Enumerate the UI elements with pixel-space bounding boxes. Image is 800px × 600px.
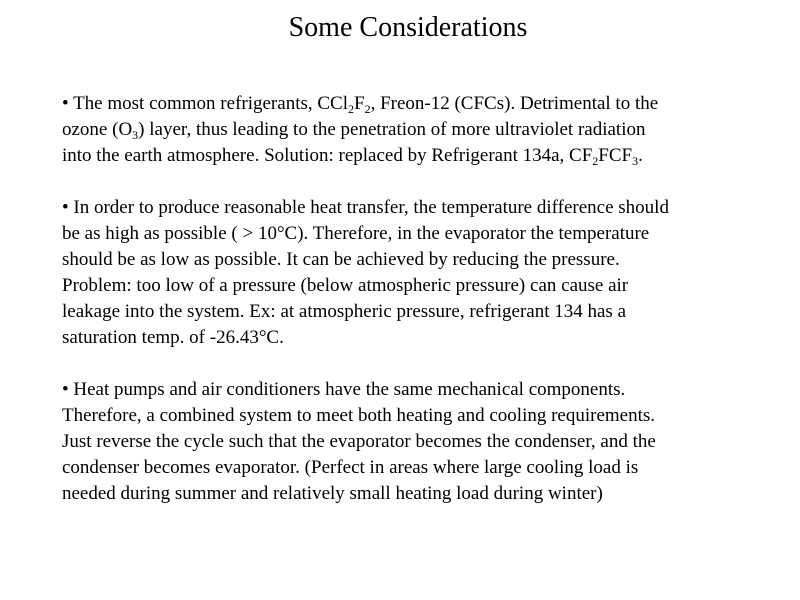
text-line: Just reverse the cycle such that the evaporator becomes the condenser, and the <box>62 431 656 452</box>
bullet-heat-transfer <box>62 195 780 351</box>
text-line: leakage into the system. Ex: at atmospheric pressure, refrigerant 134 has a <box>62 301 626 322</box>
text-line: • The most common refrigerants, $CCl_2F_2$, Freon-12 (CFCs). Detrimental to the <box>62 93 659 116</box>
bullet-heat-pumps <box>62 377 780 507</box>
bullet-refrigerants <box>62 91 780 169</box>
text-line: be as high as possible ( > 10°C). Therefore, in the evaporator the temperature <box>62 223 650 244</box>
text-line: • Heat pumps and air conditioners have the same mechanical components. <box>62 379 626 400</box>
bullet-mark: • <box>62 197 69 218</box>
text-line: Problem: too low of a pressure (below atmospheric pressure) can cause air <box>62 275 629 296</box>
text-line: • In order to produce reasonable heat transfer, the temperature difference should <box>62 197 669 218</box>
slide-body <box>62 91 780 533</box>
text-line: needed during summer and relatively small heating load during winter) <box>62 483 603 504</box>
bullet-mark: • <box>62 93 69 114</box>
bullet-mark: • <box>62 379 69 400</box>
slide-title: Some Considerations <box>288 12 528 43</box>
text-line: saturation temp. of -26.43°C. <box>62 327 284 348</box>
text-line: into the earth atmosphere. Solution: replaced by Refrigerant 134a, $CF_2FCF_3$. <box>62 145 643 168</box>
text-line: ozone $(O_3)$ layer, thus leading to the penetration of more ultraviolet radiation <box>62 119 646 142</box>
text-line: Therefore, a combined system to meet both heating and cooling requirements. <box>62 405 656 426</box>
text-line: condenser becomes evaporator. (Perfect in areas where large cooling load is <box>62 457 639 478</box>
text-line: should be as low as possible. It can be achieved by reducing the pressure. <box>62 249 620 270</box>
